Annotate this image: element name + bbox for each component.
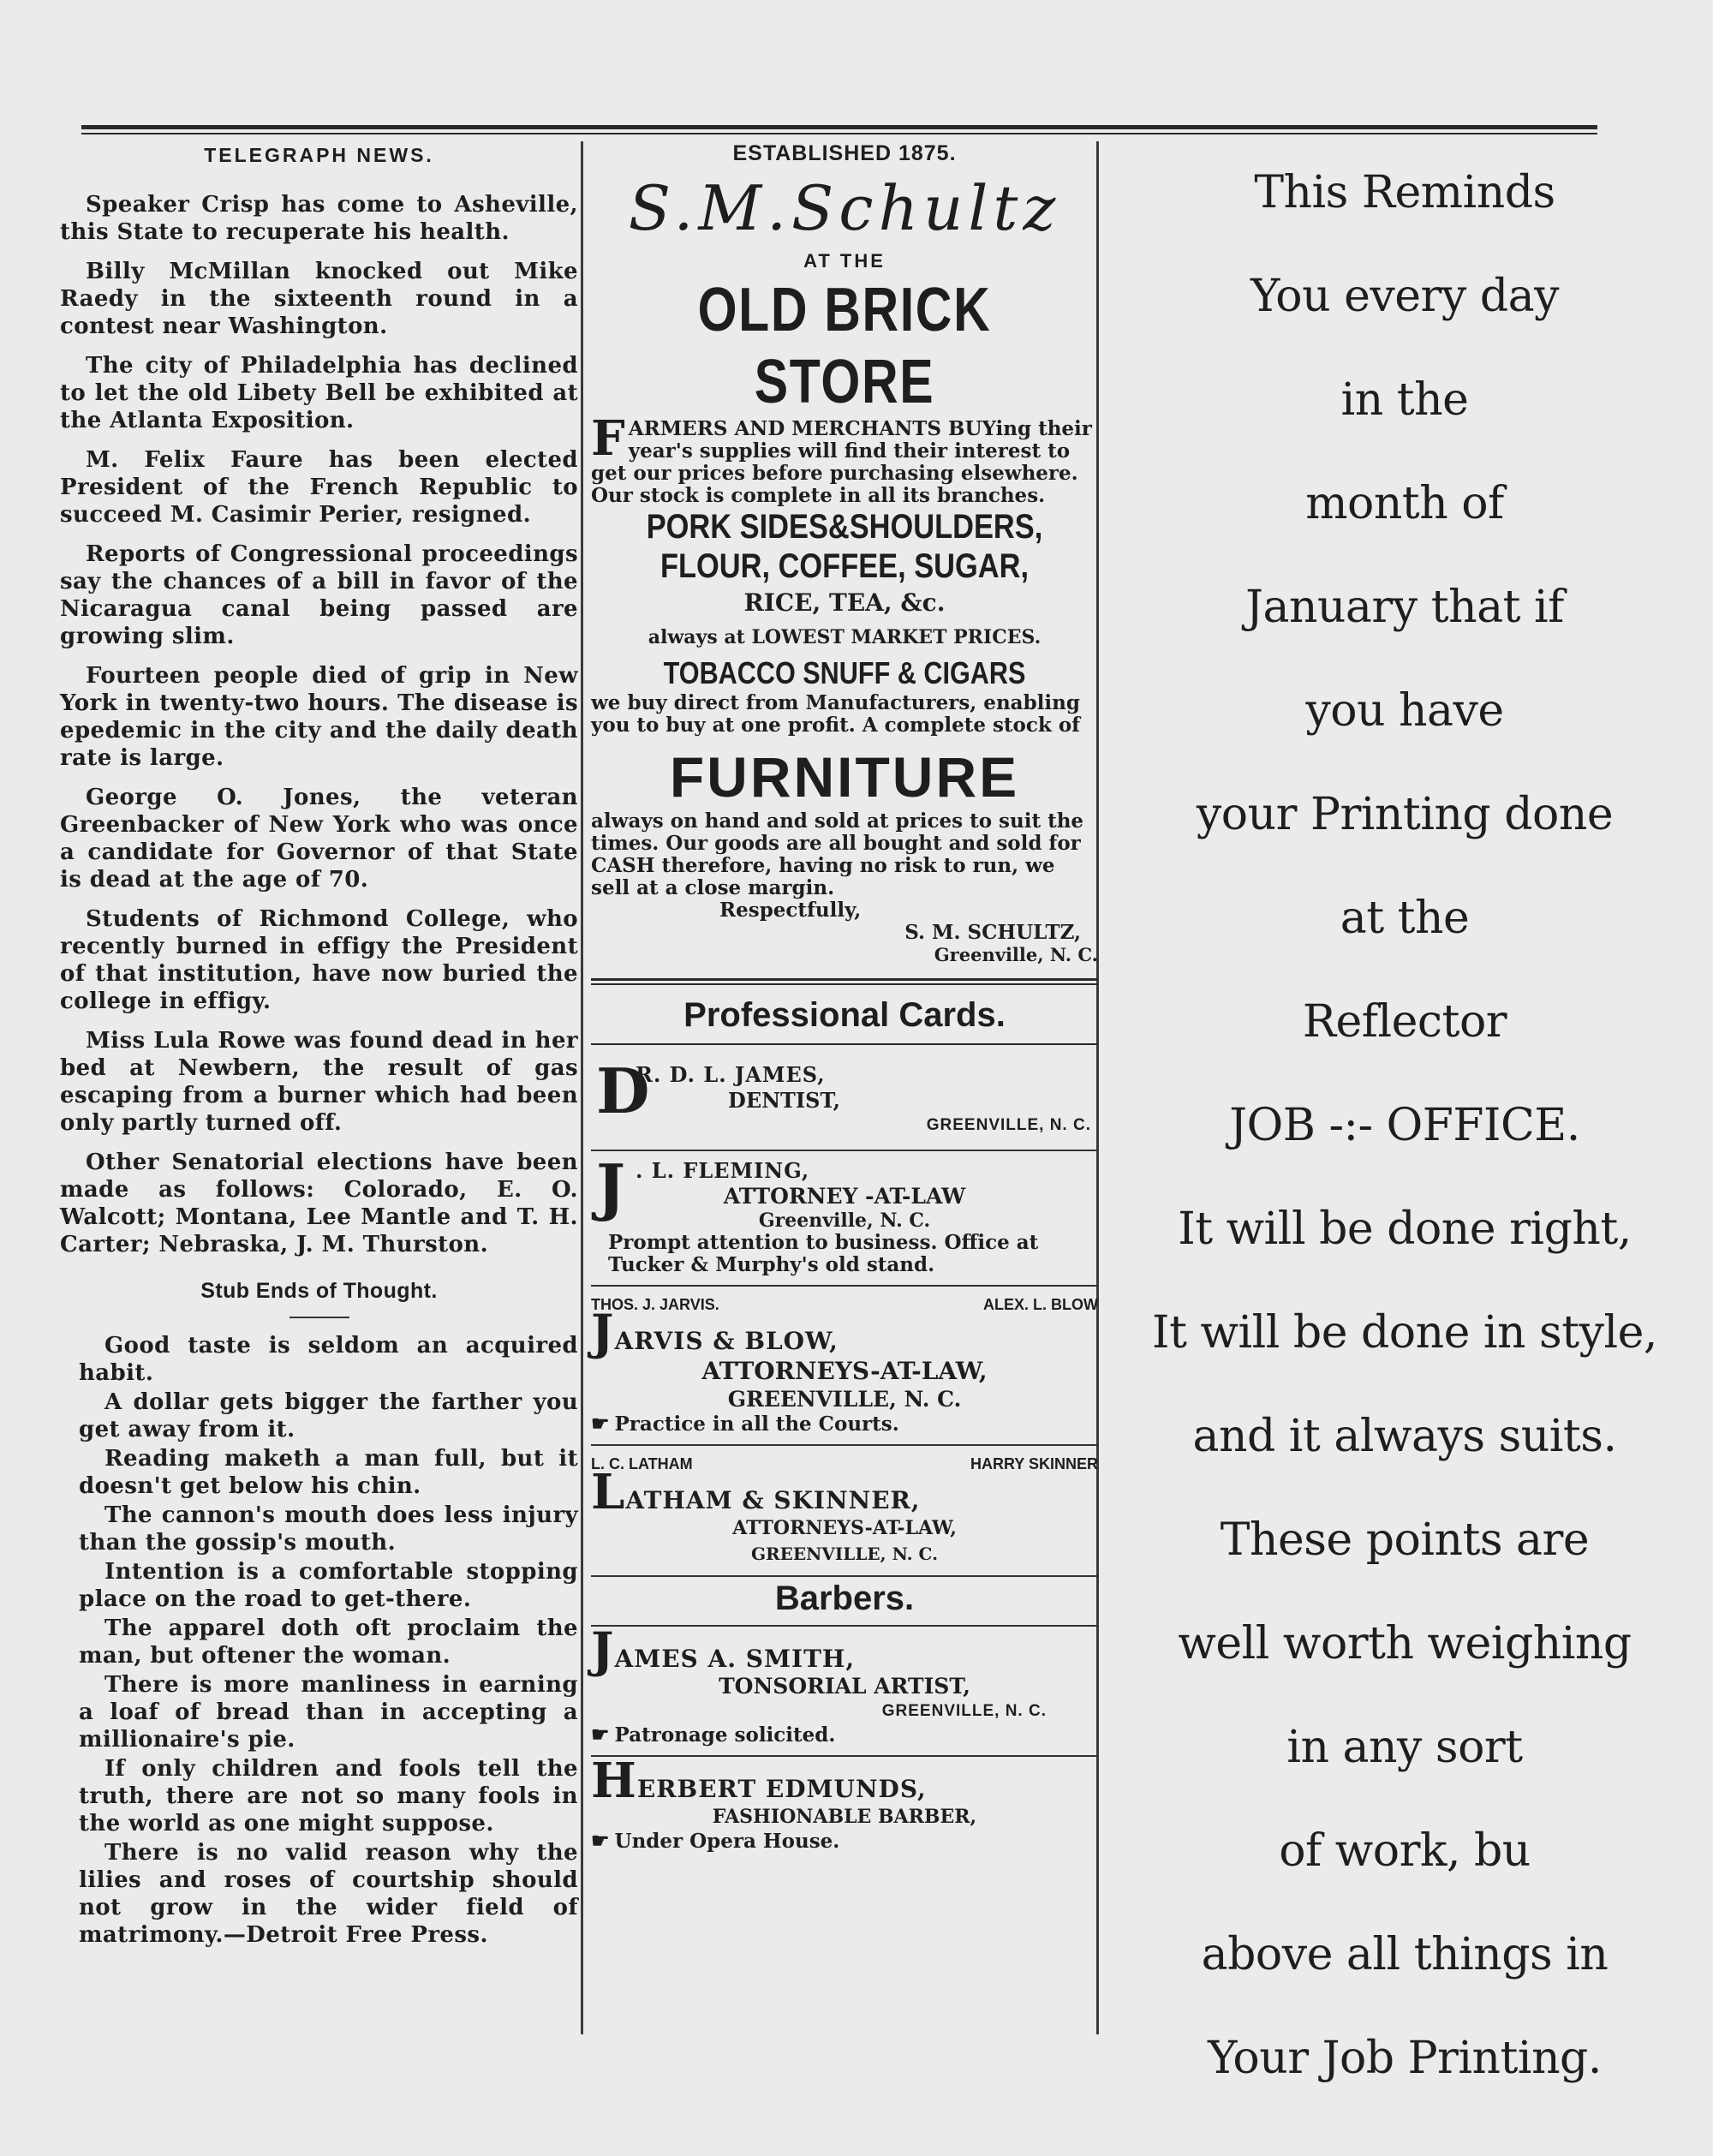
card-firm-name: ATHAM & SKINNER, <box>625 1486 921 1514</box>
ad-line: Reflector <box>1302 996 1507 1048</box>
card-dropcap: J <box>596 1150 626 1223</box>
card-place: GREENVILLE, N. C. <box>727 1387 962 1412</box>
card-dropcap: H <box>591 1753 637 1809</box>
divider-rule-thin <box>591 983 1098 985</box>
divider-rule-thin <box>591 1043 1098 1045</box>
respectfully-line: Respectfully, <box>719 899 862 922</box>
card-name: . L. FLEMING, <box>636 1158 810 1183</box>
partner-right: HARRY SKINNER <box>970 1455 1098 1472</box>
top-rule <box>81 125 1597 129</box>
news-item: Students of Richmond College, who recently burned in effigy the President of that institution, have now buried the college in effigy. <box>60 906 578 1014</box>
ad-line: at the <box>1340 893 1470 944</box>
card-place: GREENVILLE, N. C. <box>926 1116 1091 1134</box>
professional-cards-heading: Professional Cards. <box>683 996 1006 1034</box>
thought-item: Intention is a comfortable stopping place on the road to get-there. <box>79 1559 578 1612</box>
ad-line: above all things in <box>1201 1929 1609 1980</box>
stub-ends-divider <box>289 1317 349 1318</box>
card-note <box>591 1412 1098 1436</box>
card-jarvis <box>591 1287 1098 1446</box>
card-smith <box>591 1622 1098 1757</box>
news-item: The city of Philadelphia has declined to let the old Libety Bell be exhibited at the Atlanta Exposition. <box>60 353 578 433</box>
ad-line: and it always suits. <box>1192 1411 1617 1462</box>
card-firm <box>591 1305 1098 1361</box>
thought-item: There is no valid reason why the lilies and roses of courtship should not grow in the wider field of matrimony.—Detroit Free Press. <box>79 1840 578 1948</box>
card-james <box>591 1055 1098 1151</box>
divider-rule <box>591 978 1098 981</box>
top-rule-thin <box>81 133 1597 134</box>
card-firm <box>591 1753 1098 1809</box>
ad-line: This Reminds <box>1254 167 1555 218</box>
card-note-text: Patronage solicited. <box>614 1723 836 1747</box>
buy-text: we buy direct from Manufacturers, enabling you to buy at one profit. A complete stock of <box>591 691 1081 737</box>
card-dropcap: J <box>591 1305 615 1361</box>
news-item: Fourteen people died of grip in New York in twenty-two hours. The disease is epedemic in the city and the daily death rate is large. <box>60 663 578 771</box>
reflector-job-office-ad <box>1105 141 1704 2111</box>
card-edmunds <box>591 1753 1098 1861</box>
signature-line: S. M. SCHULTZ, <box>904 921 1081 944</box>
thought-item: The cannon's mouth does less injury than the gossip's mouth. <box>79 1502 578 1556</box>
pointing-hand-icon: ☛ <box>591 1411 610 1436</box>
thoughts-list <box>60 1332 578 1949</box>
thought-item: The apparel doth oft proclaim the man, but oftener the woman. <box>79 1616 578 1669</box>
thought-item: A dollar gets bigger the farther you get away from it. <box>79 1389 578 1442</box>
partner-left: THOS. J. JARVIS. <box>591 1296 719 1313</box>
news-item: Miss Lula Rowe was found dead in her bed at Newbern, the result of gas escaping from a burner which had been only partly turned off. <box>60 1028 578 1136</box>
prices-line: always at LOWEST MARKET PRICES. <box>648 626 1042 648</box>
ad-line: of work, bu <box>1279 1825 1531 1877</box>
schultz-intro <box>591 410 1098 507</box>
card-partners <box>591 1453 1098 1475</box>
card-note <box>591 1723 1098 1747</box>
pointing-hand-icon: ☛ <box>591 1722 610 1747</box>
established-line: ESTABLISHED 1875. <box>732 141 957 165</box>
card-title: DENTIST, <box>728 1088 841 1113</box>
card-place: Greenville, N. C. <box>758 1209 931 1232</box>
news-item: Speaker Crisp has come to Asheville, this State to recuperate his health. <box>60 192 578 245</box>
card-firm <box>591 1464 1098 1520</box>
telegraph-news-column <box>60 141 578 1950</box>
store-name: OLD BRICK STORE <box>697 276 992 416</box>
stub-ends-heading: Stub Ends of Thought. <box>200 1279 438 1303</box>
ad-line: Your Job Printing. <box>1208 2033 1602 2084</box>
card-text: Prompt attention to business. Office at Tucker & Murphy's old stand. <box>608 1231 1039 1276</box>
advertisements-column <box>591 141 1098 1861</box>
furniture-heading: FURNITURE <box>669 745 1020 809</box>
ad-line: month of <box>1305 478 1504 529</box>
pointing-hand-icon: ☛ <box>591 1828 610 1853</box>
card-note-text: Practice in all the Courts. <box>614 1412 899 1436</box>
pork-line: PORK SIDES&SHOULDERS, <box>646 508 1043 546</box>
news-item: Other Senatorial elections have been made as follows: Colorado, E. O. Walcott; Montana, Lee Mantle and T. H. Carter; Nebraska, J. M. Thurston. <box>60 1150 578 1257</box>
ad-line: in the <box>1340 374 1469 426</box>
ad-line: These points are <box>1220 1514 1590 1566</box>
thought-item: There is more manliness in earning a loaf of bread than in accepting a millionaire's pie. <box>79 1672 578 1753</box>
news-item: M. Felix Faure has been elected President of the French Republic to succeed M. Casimir Perier, resigned. <box>60 447 578 528</box>
card-partners <box>591 1293 1098 1316</box>
card-note-text: Under Opera House. <box>614 1830 840 1853</box>
telegraph-news-heading: TELEGRAPH NEWS. <box>204 144 434 166</box>
card-title: ATTORNEYS-AT-LAW, <box>732 1517 957 1539</box>
tobacco-line: TOBACCO SNUFF & CIGARS <box>663 655 1026 690</box>
ad-line: January that if <box>1245 582 1564 633</box>
card-firm <box>591 1622 1098 1679</box>
news-item: Reports of Congressional proceedings say the chances of a bill in favor of the Nicaragua canal being passed are growing slim. <box>60 541 578 649</box>
flour-line: FLOUR, COFFEE, SUGAR, <box>660 547 1029 585</box>
card-place: GREENVILLE, N. C. <box>750 1544 939 1564</box>
card-firm-name: AMES A. SMITH, <box>614 1645 856 1673</box>
card-title: FASHIONABLE BARBER, <box>712 1806 977 1828</box>
card-firm-name: ERBERT EDMUNDS, <box>636 1775 927 1803</box>
ad-line: You every day <box>1250 271 1559 322</box>
card-dropcap: J <box>591 1622 615 1679</box>
rice-line: RICE, TEA, &c. <box>743 588 946 617</box>
card-name: R. D. L. JAMES, <box>636 1062 826 1087</box>
barbers-heading: Barbers. <box>591 1577 1098 1627</box>
intro-dropcap: F <box>591 410 625 467</box>
at-the-label: AT THE <box>803 250 886 272</box>
ad-line: It will be done right, <box>1178 1203 1632 1255</box>
ad-line: JOB -:- OFFICE. <box>1229 1100 1580 1151</box>
thought-item: Reading maketh a man full, but it doesn't get below his chin. <box>79 1446 578 1499</box>
signature-town: Greenville, N. C. <box>934 944 1098 965</box>
card-title: TONSORIAL ARTIST, <box>719 1674 970 1699</box>
partner-right: ALEX. L. BLOW <box>983 1296 1098 1313</box>
ad-line: you have <box>1305 685 1504 737</box>
intro-text: ARMERS AND MERCHANTS BUYing their year's supplies will find their interest to get our prices before purchasing elsewhere. Our stock is complete in all its branches. <box>591 417 1092 507</box>
card-dropcap: L <box>591 1464 626 1520</box>
news-item: Billy McMillan knocked out Mike Raedy in the sixteenth round in a contest near Washington. <box>60 259 578 339</box>
card-title: ATTORNEY -AT-LAW <box>723 1184 966 1209</box>
ad-line: well worth weighing <box>1178 1618 1632 1669</box>
furniture-text: always on hand and sold at prices to suit the times. Our goods are all bought and sold for CASH therefore, having no risk to run, we sell at a close margin. <box>591 809 1084 899</box>
column-rule-left <box>581 141 583 2034</box>
news-item: George O. Jones, the veteran Greenbacker of New York who was once a candidate for Governor of that State is dead at the age of 70. <box>60 785 578 893</box>
card-firm-name: ARVIS & BLOW, <box>614 1327 839 1355</box>
ad-line: in any sort <box>1286 1722 1523 1773</box>
card-place: GREENVILLE, N. C. <box>881 1702 1047 1720</box>
thought-item: If only children and fools tell the truth, there are not so many fools in the world as one might suppose. <box>79 1756 578 1836</box>
card-note <box>591 1830 1098 1853</box>
thought-item: Good taste is seldom an acquired habit. <box>79 1333 578 1386</box>
partner-left: L. C. LATHAM <box>591 1455 693 1472</box>
card-dropcap: D <box>596 1054 650 1127</box>
schultz-logo: S.M.Schultz <box>628 172 1061 244</box>
ad-line: your Printing done <box>1196 789 1614 840</box>
ad-line: It will be done in style, <box>1152 1307 1657 1359</box>
card-fleming <box>591 1151 1098 1287</box>
card-latham <box>591 1446 1098 1577</box>
card-title: ATTORNEYS-AT-LAW, <box>701 1357 988 1385</box>
